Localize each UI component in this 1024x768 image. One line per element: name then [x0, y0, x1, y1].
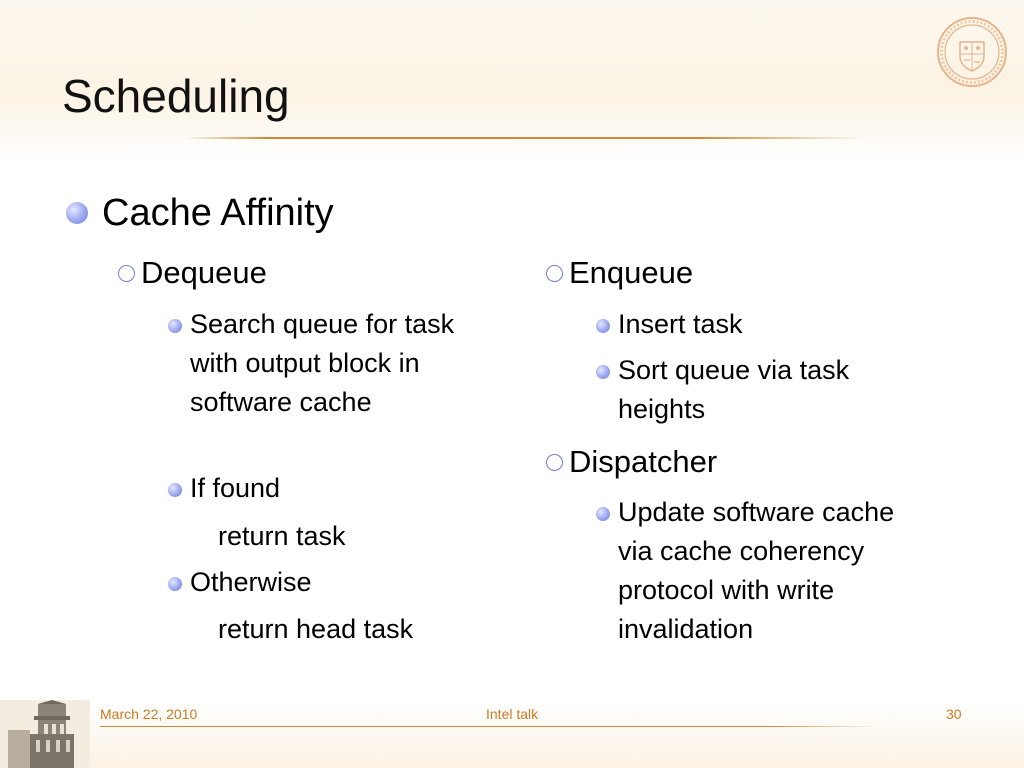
list-item — [596, 305, 916, 344]
slide-title: Scheduling — [62, 70, 290, 122]
list-item — [596, 493, 936, 649]
subheading-dequeue — [118, 254, 267, 292]
footer-date: March 22, 2010 — [100, 706, 198, 722]
list-item-text: Insert task — [618, 309, 743, 339]
list-item-text: If found — [190, 473, 281, 503]
subheading-dispatcher — [546, 443, 717, 481]
list-item-text: Update software cache via cache coherency protocol with write invalidation — [618, 497, 895, 644]
bullet-icon — [168, 577, 182, 591]
bullet-icon — [168, 319, 182, 333]
hollow-bullet-icon — [118, 265, 135, 282]
subheading-text: Enqueue — [569, 255, 694, 290]
subheading-enqueue — [546, 254, 693, 292]
bullet-icon — [596, 365, 610, 379]
list-item-text: Search queue for task with output block in software cache — [190, 309, 455, 417]
tower-image — [0, 700, 90, 768]
list-item — [596, 351, 916, 429]
list-item-text: Otherwise — [190, 567, 312, 597]
subheading-text: Dispatcher — [569, 444, 718, 479]
title-divider — [185, 137, 865, 139]
list-item-text: Sort queue via task heights — [618, 355, 850, 424]
subheading-text: Dequeue — [141, 255, 267, 290]
continuation-text: return head task — [218, 614, 414, 644]
list-item — [168, 469, 458, 508]
bullet-cache-affinity — [62, 190, 334, 236]
list-item — [168, 563, 458, 602]
bullet-icon — [66, 202, 88, 224]
footer-divider — [100, 726, 880, 727]
bullet-icon — [168, 483, 182, 497]
bullet-text: Cache Affinity — [102, 192, 334, 234]
hollow-bullet-icon — [546, 454, 563, 471]
continuation-text: return task — [218, 521, 346, 551]
page-number: 30 — [946, 706, 962, 722]
bullet-icon — [596, 319, 610, 333]
hollow-bullet-icon — [546, 265, 563, 282]
footer-title: Intel talk — [486, 706, 539, 722]
bullet-icon — [596, 507, 610, 521]
list-item — [168, 305, 458, 422]
university-seal-icon — [936, 16, 1008, 88]
